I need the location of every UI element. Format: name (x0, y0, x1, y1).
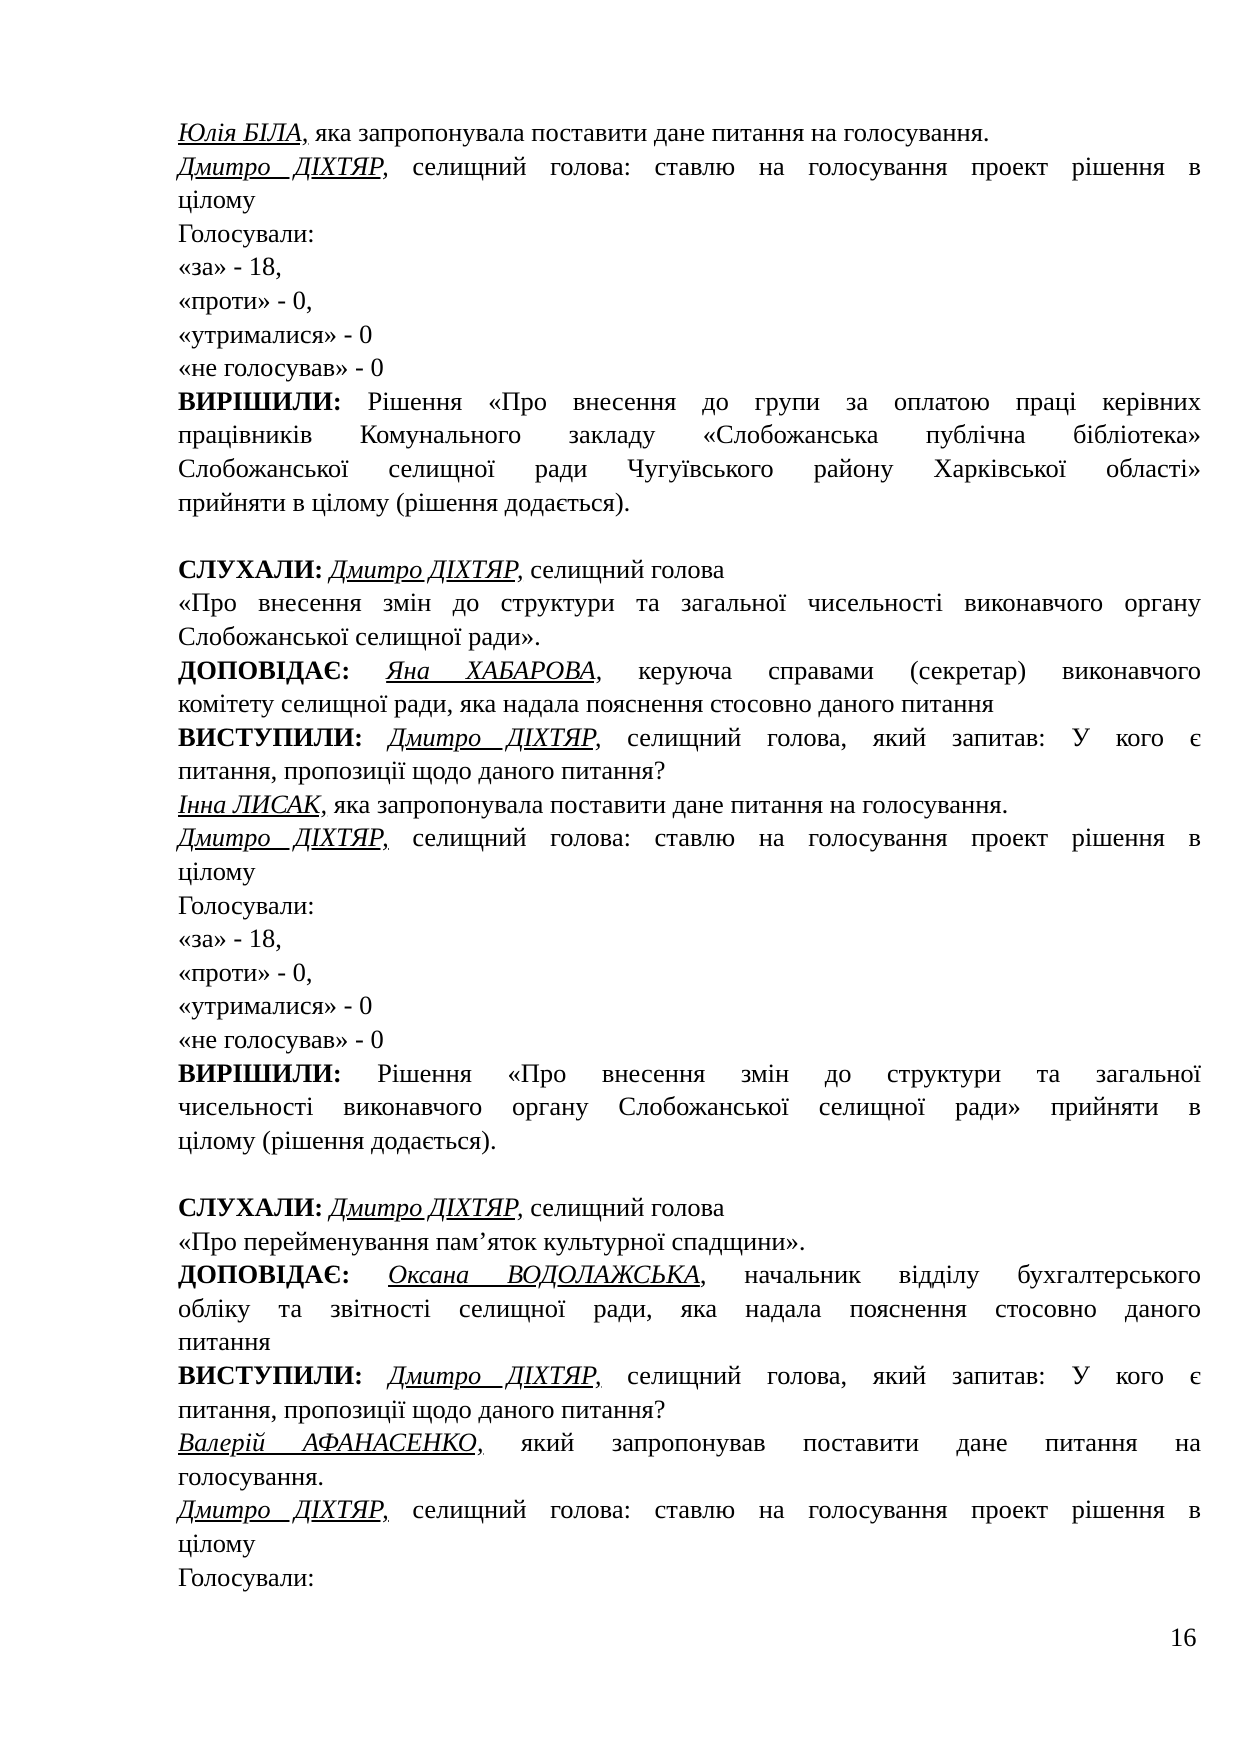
proposal-line-end: голосування. (178, 1460, 325, 1491)
decision-line: працівників Комунального закладу «Слобожанська публічна бібліотека» (178, 419, 1201, 450)
heard-line: СЛУХАЛИ: Дмитро ДІХТЯР, селищний голова (178, 1192, 725, 1222)
page-number: 16 (1170, 1622, 1197, 1652)
decision-line-end: прийняти в цілому (рішення додається). (178, 486, 631, 517)
section-spacer (178, 519, 1201, 553)
decision-line: чисельності виконавчого органу Слобожанської селищної ради» прийняти в (178, 1091, 1201, 1122)
speaker-name: Дмитро ДІХТЯР, (388, 1359, 602, 1390)
spoke-line-end: питання, пропозиції щодо даного питання? (178, 755, 666, 786)
reports-line-end: питання (178, 1326, 271, 1357)
spoke-line: ВИСТУПИЛИ: Дмитро ДІХТЯР, селищний голова, який запитав: У кого є (178, 1359, 1201, 1390)
votes-label: Голосували: (178, 217, 315, 248)
speaker-name: Валерій АФАНАСЕНКО, (178, 1427, 484, 1458)
vote-for: «за» - 18, (178, 251, 282, 282)
vote-against: «проти» - 0, (178, 956, 313, 987)
chair-statement-line: Дмитро ДІХТЯР, селищний голова: ставлю на голосування проект рішення в (178, 150, 1202, 181)
topic-line-end: Слобожанської селищної ради». (178, 620, 541, 651)
votes-label: Голосували: (178, 1561, 315, 1592)
heard-line: СЛУХАЛИ: Дмитро ДІХТЯР, селищний голова (178, 553, 725, 584)
speaker-name: Дмитро ДІХТЯР, (178, 822, 389, 853)
speaker-name: Дмитро ДІХТЯР, (178, 1494, 389, 1525)
spoke-label: ВИСТУПИЛИ: (178, 1359, 363, 1390)
section-spacer (178, 1157, 1201, 1191)
chair-statement-line-end: цілому (178, 1527, 256, 1558)
decision-line-end: цілому (рішення додається). (178, 1124, 497, 1155)
proposal-line: Юлія БІЛА, яка запропонувала поставити дане питання на голосування. (178, 117, 990, 147)
chair-statement-line: Дмитро ДІХТЯР, селищний голова: ставлю на голосування проект рішення в (178, 1494, 1202, 1525)
speaker-name: Оксана ВОДОЛАЖСЬКА (388, 1259, 700, 1290)
reports-line: обліку та звітності селищної ради, яка надала пояснення стосовно даного (178, 1292, 1201, 1323)
spoke-line-end: питання, пропозиції щодо даного питання? (178, 1393, 666, 1424)
reports-label: ДОПОВІДАЄ: (178, 654, 351, 685)
heard-label: СЛУХАЛИ: (178, 1192, 324, 1222)
decision-line: Слобожанської селищної ради Чугуївського району Харківської області» (178, 452, 1201, 483)
decided-label: ВИРІШИЛИ: (178, 1057, 342, 1088)
document-page (178, 116, 1201, 1594)
spoke-line: ВИСТУПИЛИ: Дмитро ДІХТЯР, селищний голова, який запитав: У кого є (178, 721, 1201, 752)
chair-statement-line-end: цілому (178, 184, 256, 215)
chair-statement-line-end: цілому (178, 856, 256, 887)
decision-line: ВИРІШИЛИ: Рішення «Про внесення змін до структури та загальної (178, 1057, 1201, 1088)
vote-none: «не голосував» - 0 (178, 352, 384, 383)
vote-for: «за» - 18, (178, 923, 282, 954)
vote-none: «не голосував» - 0 (178, 1024, 384, 1055)
reports-line: ДОПОВІДАЄ: Яна ХАБАРОВА, керуюча справами (секретар) виконавчого (178, 654, 1202, 685)
speaker-name: Дмитро ДІХТЯР, (329, 1192, 524, 1222)
speaker-name: Яна ХАБАРОВА, (386, 654, 603, 685)
speaker-name: Дмитро ДІХТЯР, (178, 150, 389, 181)
reports-line: ДОПОВІДАЄ: Оксана ВОДОЛАЖСЬКА, начальник відділу бухгалтерського (178, 1259, 1202, 1290)
vote-abstain: «утрималися» - 0 (178, 990, 373, 1021)
vote-against: «проти» - 0, (178, 284, 313, 315)
reports-line-end: комітету селищної ради, яка надала пояснення стосовно даного питання (178, 688, 994, 719)
speaker-name: Інна ЛИСАК, (178, 788, 328, 819)
decided-label: ВИРІШИЛИ: (178, 385, 342, 416)
vote-abstain: «утрималися» - 0 (178, 318, 373, 349)
reports-label: ДОПОВІДАЄ: (178, 1259, 351, 1290)
heard-label: СЛУХАЛИ: (178, 553, 324, 584)
speaker-name: Дмитро ДІХТЯР, (329, 553, 524, 584)
topic-line: «Про внесення змін до структури та загальної чисельності виконавчого органу (178, 587, 1201, 618)
decision-line: ВИРІШИЛИ: Рішення «Про внесення до групи за оплатою праці керівних (178, 385, 1201, 416)
spoke-label: ВИСТУПИЛИ: (178, 721, 363, 752)
speaker-name: Юлія БІЛА, (178, 117, 309, 147)
proposal-line: Валерій АФАНАСЕНКО, який запропонував поставити дане питання на (178, 1427, 1201, 1458)
proposal-line: Інна ЛИСАК, яка запропонувала поставити дане питання на голосування. (178, 788, 1009, 819)
chair-statement-line: Дмитро ДІХТЯР, селищний голова: ставлю на голосування проект рішення в (178, 822, 1202, 853)
topic-line: «Про перейменування пам’яток культурної спадщини». (178, 1225, 806, 1256)
speaker-name: Дмитро ДІХТЯР, (388, 721, 602, 752)
votes-label: Голосували: (178, 889, 315, 920)
